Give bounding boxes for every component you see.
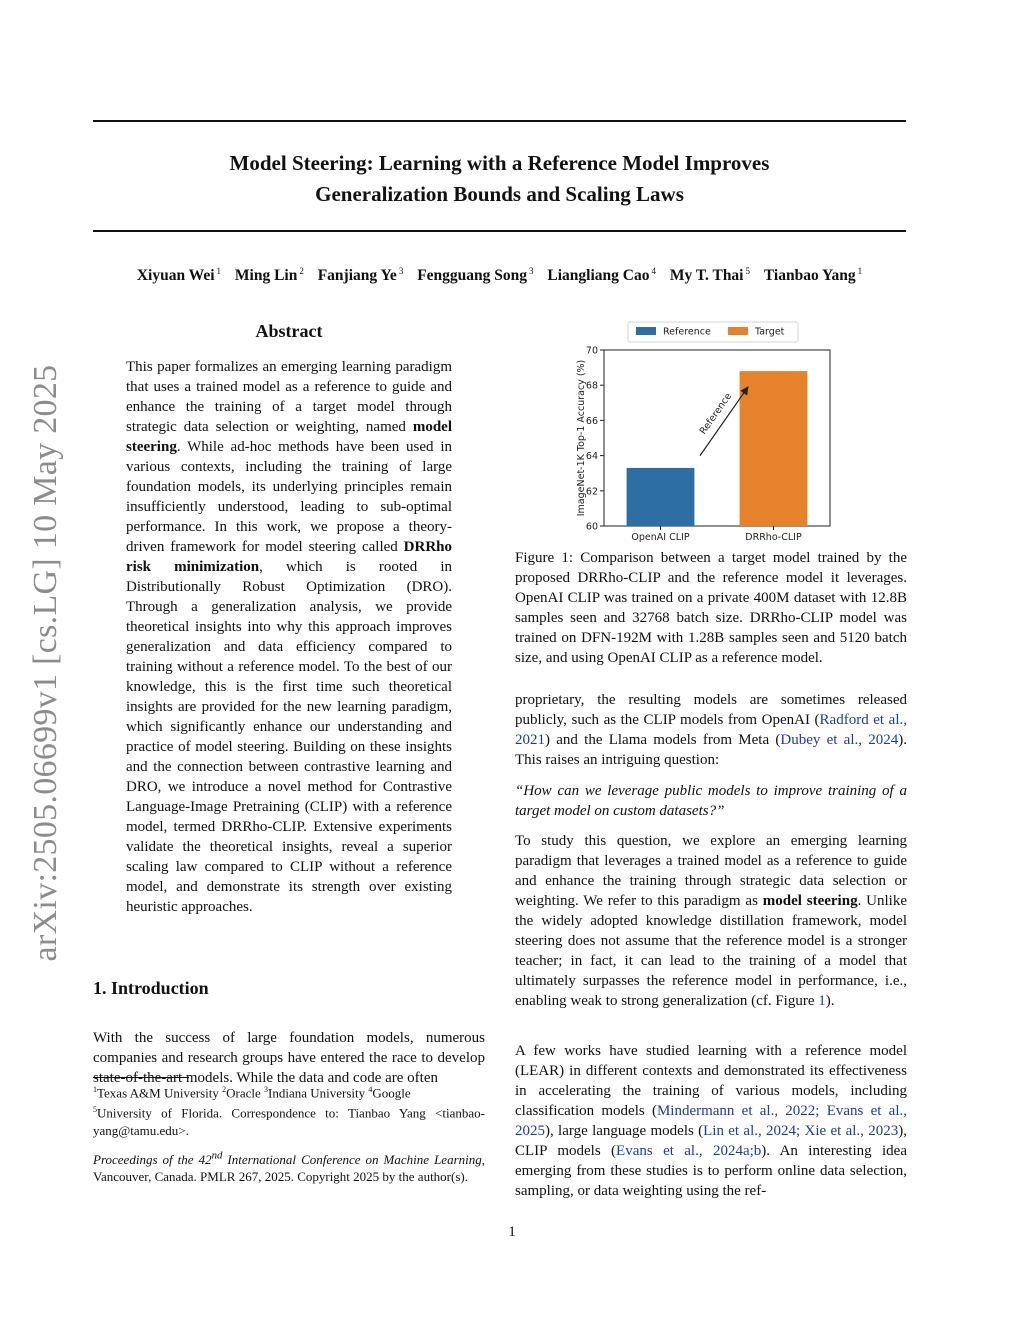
introduction-text: With the success of large foundation models, numerous companies and research groups have entered the race to develop state-of-the-art models. While the data and code are often (93, 1030, 485, 1086)
title-line-1: Model Steering: Learning with a Reference Model Improves (229, 151, 770, 175)
proceedings-notice: Proceedings of the 42nd International Conference on Machine Learning, Vancouver, Canada. PMLR 267, 2025. Copyright 2025 by the author(s). (93, 1150, 485, 1185)
bar-reference (627, 468, 695, 526)
bar-target (740, 371, 808, 526)
y-tick-label: 62 (585, 486, 598, 498)
page-number: 1 (508, 1224, 516, 1240)
legend-label-reference: Reference (663, 326, 711, 338)
top-rule (93, 120, 906, 122)
author: Xiyuan Wei $^1$ (136, 266, 222, 285)
right-column-paragraph-1: proprietary, the resulting models are sometimes released publicly, such as the CLIP models from OpenAI (Radford et al., 2021) and the Llama models from Meta (Dubey et al., 2024). This raises an intriguing question: (515, 692, 907, 768)
figure-1-chart (560, 318, 920, 548)
citation-link[interactable]: Evans et al., 2024a;b (616, 1143, 762, 1159)
annotation-label: Reference (697, 391, 735, 437)
y-tick-label: 70 (585, 345, 598, 357)
title-line-2: Generalization Bounds and Scaling Laws (315, 182, 684, 206)
abstract-text: This paper formalizes an emerging learning paradigm that uses a trained model as a reference to guide and enhance the training of a target model through strategic data selection or weighting, named model steering. While ad-hoc methods have been used in various contexts, including the training of large foundation models, its underlying principles remain insufficiently understood, leading to sub-optimal performance. In this work, we propose a theory-driven framework for model steering called DRRho risk minimization, which is rooted in Distributionally Robust Optimization (DRO). Through a generalization analysis, we provide theoretical insights into why this approach improves generalization and data efficiency compared to training without a reference model. To the best of our knowledge, this is the first time such theoretical insights are provided for the new learning paradigm, which significantly enhance our understanding and practice of model steering. Building on these insights and the connection between contrastive learning and DRO, we introduce a novel method for Contrastive Language-Image Pretraining (CLIP) with a reference model, termed DRRho-CLIP. Extensive experiments validate the theoretical insights, reveal a superior scaling law compared to CLIP without a reference model, and demonstrate its strength over existing heuristic approaches. (126, 359, 452, 915)
legend-label-target: Target (755, 326, 785, 338)
x-tick-label: DRRho-CLIP (745, 532, 802, 543)
figure-reference-link[interactable]: 1 (818, 993, 826, 1009)
right-column-paragraph-3: A few works have studied learning with a reference model (LEAR) in different contexts and demonstrated its effectiveness in accelerating the training of various models, including classification models (Mindermann et al., 2022; Evans et al., 2025), large language models (Lin et al., 2024; Xie et al., 2023), CLIP models (Evans et al., 2024a;b). An interesting idea emerging from these studies is to perform online data selection, sampling, or data weighting using the ref- (515, 1043, 908, 1199)
bar-chart-svg (560, 318, 920, 548)
section-heading-introduction: 1. Introduction (93, 978, 209, 998)
y-tick-label: 66 (585, 415, 598, 427)
figure-1-caption: Figure 1: Comparison between a target model trained by the proposed DRRho-CLIP and the reference model it leverages. OpenAI CLIP was trained on a private 400M dataset with 12.8B samples seen and 32768 batch size. DRRho-CLIP model was trained on DFN-192M with 1.28B samples seen and 5120 batch size, and using OpenAI CLIP as a reference model. (515, 550, 907, 666)
paper-title (93, 148, 906, 210)
affiliations-footnote: $^1$Texas A&M University $^2$Oracle $^3$Indiana University $^4$Google $^5$University of Florida. Correspondence to: Tianbao Yang <tianbao-yang@tamu.edu>. (93, 1085, 485, 1138)
y-tick-label: 60 (585, 521, 598, 533)
research-question-quote: “How can we leverage public models to improve training of a target model on custom datasets?” (515, 783, 907, 819)
right-column-paragraph-2: To study this question, we explore an emerging learning paradigm that leverages a trained model as a reference to guide and enhance the training through strategic data selection or weighting. We refer to this paradigm as model steering. Unlike the widely adopted knowledge distillation framework, model steering does not assume that the reference model is a stronger teacher; in fact, it can lead to the training of a model that ultimately surpasses the reference model in performance, i.e., enabling weak to strong generalization (cf. Figure 1). (515, 833, 907, 1009)
citation-link[interactable]: Radford et al., 2021 (515, 712, 907, 748)
author: Ming Lin $^2$ (234, 266, 304, 285)
author: Liangliang Cao $^4$ (547, 266, 656, 285)
term-drrho: DRRho risk minimization (126, 539, 452, 575)
author: My T. Thai $^5$ (669, 266, 750, 285)
citation-link[interactable]: Mindermann et al., 2022; Evans et al., 2025 (515, 1103, 908, 1139)
y-axis-label: ImageNet-1K Top-1 Accuracy (%) (576, 359, 587, 517)
author: Tianbao Yang $^1$ (763, 266, 863, 285)
legend-swatch-reference (636, 327, 656, 335)
footnote-rule (93, 1077, 189, 1078)
title-bottom-rule (93, 230, 906, 232)
term-model-steering: model steering (126, 419, 452, 455)
author-list (93, 266, 906, 285)
arxiv-identifier: arXiv:2505.06699v1 [cs.LG] 10 May 2025 (27, 364, 64, 962)
abstract-heading: Abstract (255, 321, 323, 341)
author: Fanjiang Ye $^3$ (317, 266, 404, 285)
y-tick-label: 68 (585, 380, 598, 392)
citation-link[interactable]: Dubey et al., 2024 (780, 732, 899, 748)
legend-swatch-target (728, 327, 748, 335)
y-tick-label: 64 (585, 451, 598, 463)
author: Fengguang Song $^3$ (417, 266, 534, 285)
citation-link[interactable]: Lin et al., 2024; Xie et al., 2023 (703, 1123, 899, 1139)
x-tick-label: OpenAI CLIP (631, 532, 690, 543)
